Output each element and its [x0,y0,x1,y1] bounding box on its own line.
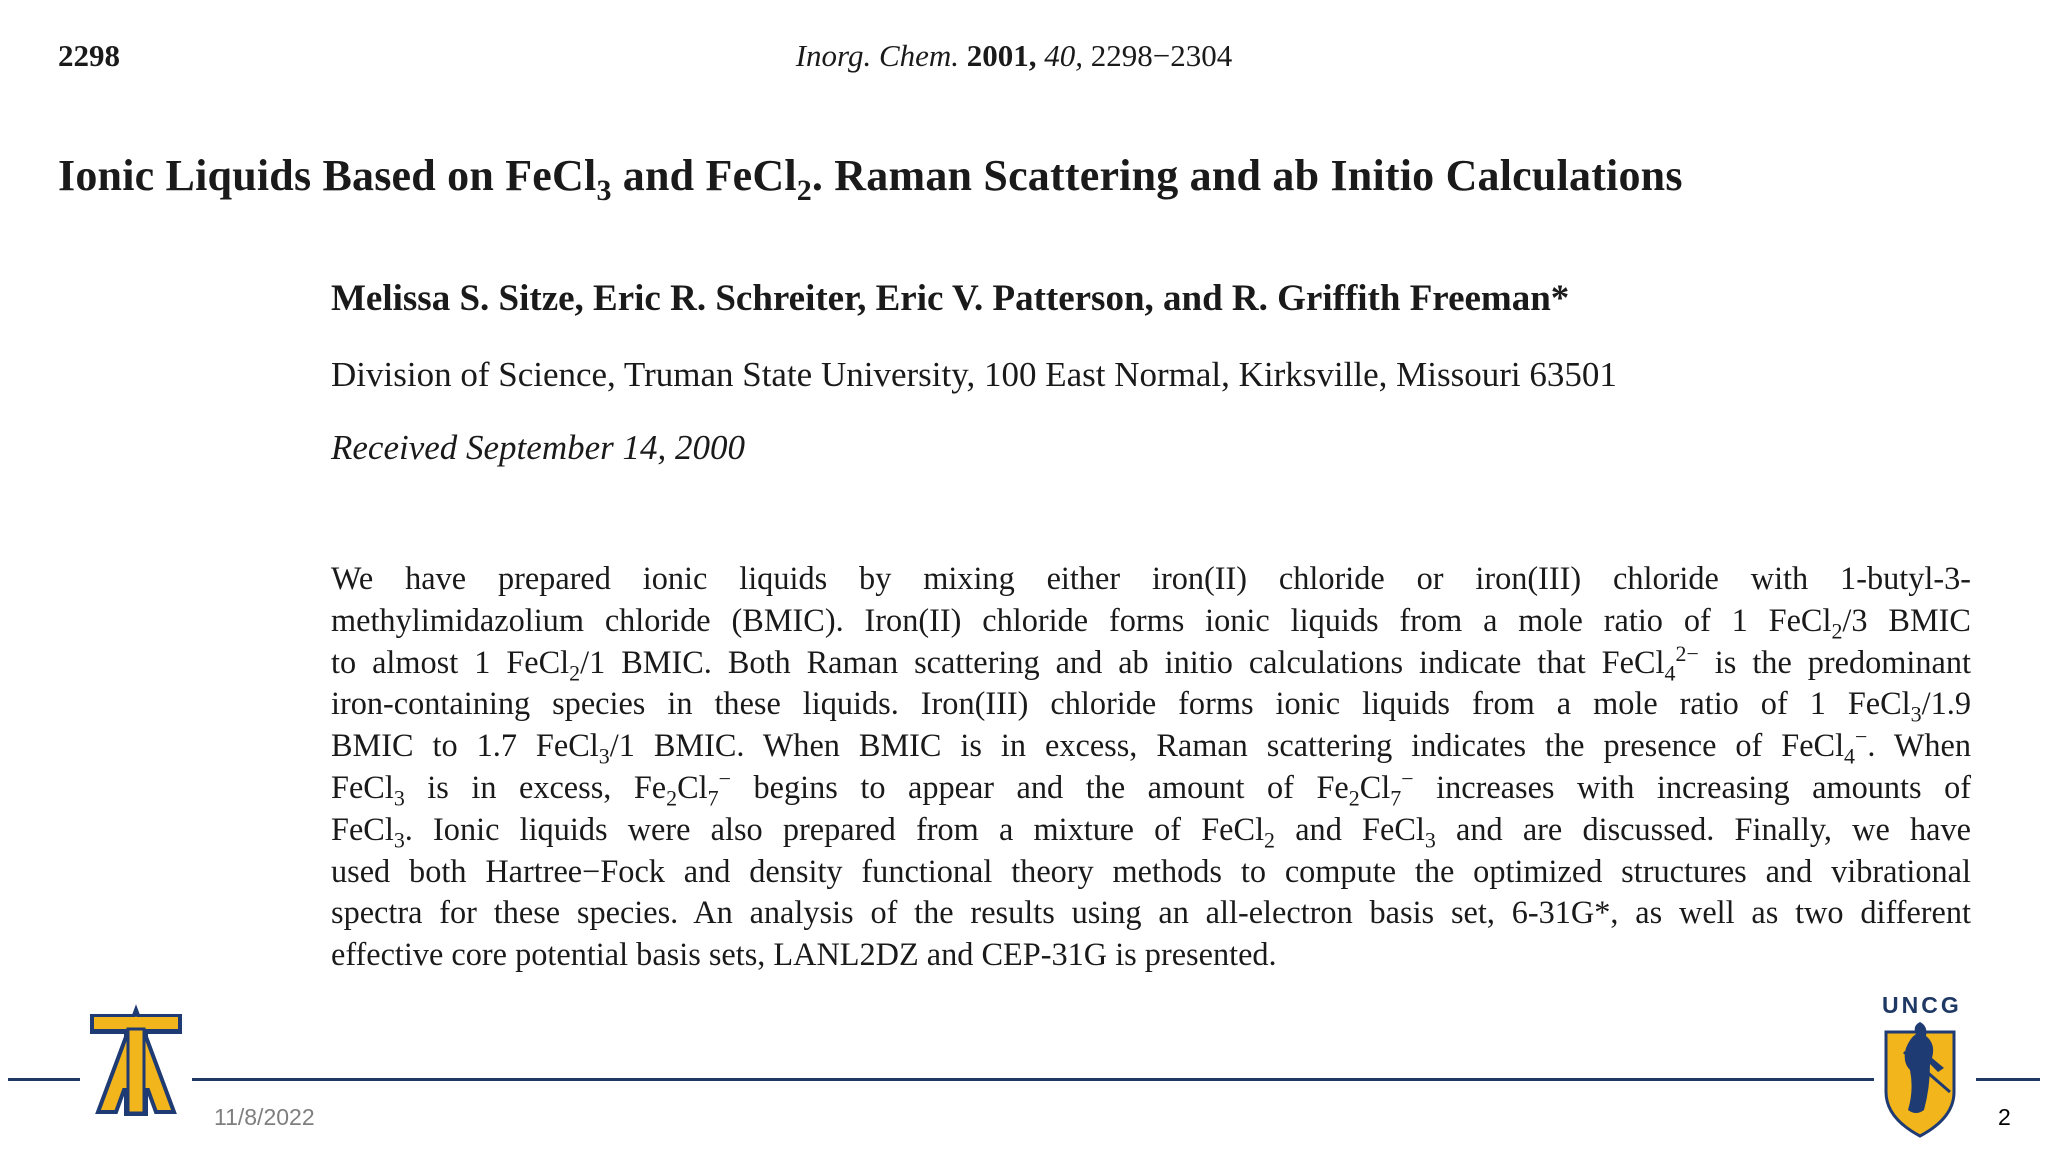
abstract-line: BMIC to 1.7 FeCl$_3$/1 BMIC. When BMIC is in excess, Raman scattering indicates the presence of FeCl$_4$−. When [331,724,1971,769]
title-subscript: 3 [596,173,612,207]
title-text: Ionic Liquids Based on FeCl [58,151,597,200]
affiliation: Division of Science, Truman State University, 100 East Normal, Kirksville, Missouri 63501 [331,355,1617,394]
journal-citation [0,38,2028,74]
abstract-line: used both Hartree−Fock and density functional theory methods to compute the optimized structures and vibrational [331,852,1971,889]
journal-pages: 2298−2304 [1090,38,1233,73]
abstract-line: spectra for these species. An analysis of the results using an all-electron basis set, 6-31G*, as well as two different [331,894,1971,931]
journal-year: 2001, [966,38,1037,73]
footer-date: 11/8/2022 [214,1104,315,1130]
footer-rule [192,1078,1874,1081]
abstract [331,558,1971,976]
footer-rule [8,1078,80,1081]
journal-volume: 40, [1044,38,1084,73]
ncat-logo [86,1004,186,1124]
title-subscript: 2 [796,173,812,207]
abstract-line: iron-containing species in these liquids. Iron(III) chloride forms ionic liquids from a mole ratio of 1 FeCl$_3$/1.9 [331,685,1971,727]
page-number: 2298 [58,38,120,73]
title-text: . Raman Scattering and ab Initio Calculations [811,151,1683,200]
abstract-line: methylimidazolium chloride (BMIC). Iron(II) chloride forms ionic liquids from a mole ratio of 1 FeCl$_2$/3 BMIC [331,601,1971,644]
uncg-logo-text: UNCG [1882,992,1962,1018]
authors: Melissa S. Sitze, Eric R. Schreiter, Eric V. Patterson, and R. Griffith Freeman* [331,278,1570,319]
journal-name: Inorg. Chem. [795,38,960,73]
abstract-line: effective core potential basis sets, LANL2DZ and CEP-31G is presented. [331,936,1277,973]
article-title [58,150,1683,207]
footer-rule [1976,1078,2040,1081]
abstract-line: FeCl$_3$. Ionic liquids were also prepared from a mixture of FeCl$_2$ and FeCl$_3$ and are discussed. Finally, we have [331,810,1971,853]
uncg-shield-logo [1880,992,1960,1138]
title-text: and FeCl [611,151,797,200]
slide-number: 2 [1998,1104,2011,1130]
abstract-line: FeCl$_3$ is in excess, $Fe_2Cl_7^-$ begins to appear and the amount of $Fe_2Cl_7^-$ increases with increasing amounts of [331,766,1971,811]
abstract-line: We have prepared ionic liquids by mixing either iron(II) chloride or iron(III) chloride with 1-butyl-3- [331,560,1971,596]
received-date: Received September 14, 2000 [331,428,746,467]
abstract-line: to almost 1 FeCl$_2$/1 BMIC. Both Raman scattering and ab initio calculations indicate that FeCl$_4^{2-}$ is the predominant [331,640,1971,686]
